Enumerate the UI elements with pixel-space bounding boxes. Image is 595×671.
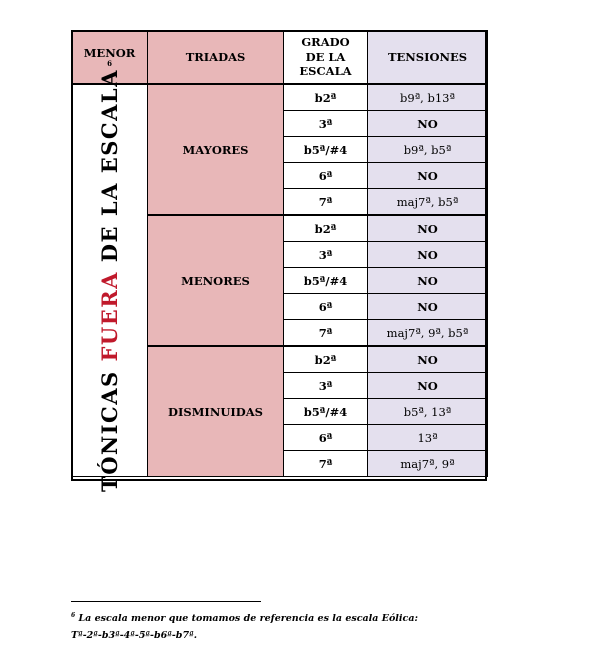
header-menor-footnote-ref: 6 bbox=[107, 58, 112, 68]
tension-cell: NO bbox=[368, 346, 488, 373]
scale-degree-cell: b2ª bbox=[284, 215, 368, 242]
scale-degree-cell: 6ª bbox=[284, 294, 368, 320]
scale-degree-cell: 3ª bbox=[284, 242, 368, 268]
scale-degree-cell: b2ª bbox=[284, 84, 368, 111]
table-body bbox=[72, 69, 488, 492]
tension-cell: b5ª, 13ª bbox=[368, 399, 488, 425]
tension-cell: NO bbox=[368, 294, 488, 320]
triad-group-label: DISMINUIDAS bbox=[148, 346, 284, 477]
tension-cell: NO bbox=[368, 268, 488, 294]
footnote-marker: 6 bbox=[71, 612, 76, 619]
scale-degree-cell: b5ª/#4 bbox=[284, 268, 368, 294]
triad-group-label: MAYORES bbox=[148, 84, 284, 215]
scale-degree-cell: b5ª/#4 bbox=[284, 137, 368, 163]
footnote bbox=[71, 611, 531, 644]
header-tensiones: TENSIONES bbox=[368, 31, 488, 85]
tension-cell: NO bbox=[368, 215, 488, 242]
header-grado-line2: DE LA bbox=[305, 49, 346, 64]
header-triadas: TRIADAS bbox=[148, 31, 284, 85]
vertical-label-highlight: FUERA bbox=[97, 271, 122, 362]
table-row bbox=[72, 84, 488, 111]
tension-cell: b9ª, b5ª bbox=[368, 137, 488, 163]
header-menor-label: MENOR bbox=[83, 45, 136, 60]
scale-degree-cell: b5ª/#4 bbox=[284, 399, 368, 425]
scale-degree-cell: 7ª bbox=[284, 451, 368, 477]
footnote-line2: Tª-2ª-b3ª-4ª-5ª-b6ª-b7ª. bbox=[71, 629, 197, 641]
tension-cell: 13ª bbox=[368, 425, 488, 451]
footnote-rule bbox=[71, 601, 261, 602]
scale-degree-cell: 3ª bbox=[284, 111, 368, 137]
scale-degree-cell: 3ª bbox=[284, 373, 368, 399]
tension-cell: NO bbox=[368, 163, 488, 189]
scale-degree-cell: 6ª bbox=[284, 163, 368, 189]
tension-cell: NO bbox=[368, 373, 488, 399]
vertical-label-cell bbox=[72, 69, 148, 492]
vertical-label-part1: TÓNICAS bbox=[97, 361, 122, 492]
tension-cell: maj7ª, 9ª bbox=[368, 451, 488, 477]
header-grado-line1: GRADO bbox=[301, 34, 350, 49]
scale-degree-cell: b2ª bbox=[284, 346, 368, 373]
scale-degree-cell: 7ª bbox=[284, 320, 368, 347]
scale-degree-cell: 7ª bbox=[284, 189, 368, 216]
header-grado-line3: ESCALA bbox=[299, 64, 352, 79]
tension-cell: NO bbox=[368, 242, 488, 268]
header-row bbox=[72, 31, 488, 85]
header-grado bbox=[284, 31, 368, 85]
scale-degree-cell: 6ª bbox=[284, 425, 368, 451]
tension-cell: maj7ª, b5ª bbox=[368, 189, 488, 216]
tension-table bbox=[71, 30, 488, 492]
tension-cell: b9ª, b13ª bbox=[368, 84, 488, 111]
vertical-label-part2: DE LA ESCALA bbox=[97, 69, 122, 272]
triad-group-label: MENORES bbox=[148, 215, 284, 346]
tension-cell: maj7ª, 9ª, b5ª bbox=[368, 320, 488, 347]
tension-cell: NO bbox=[368, 111, 488, 137]
footnote-line1: La escala menor que tomamos de referencia es la escala Eólica: bbox=[75, 613, 418, 625]
vertical-label bbox=[97, 69, 122, 492]
